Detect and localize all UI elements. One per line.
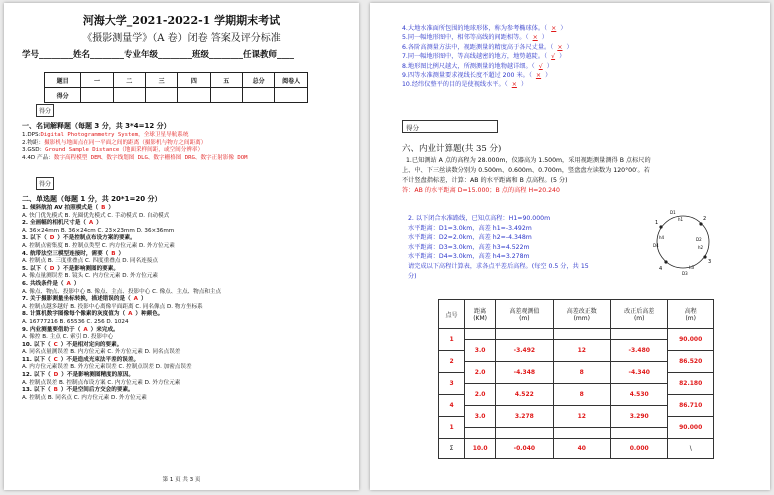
true-false-item (402, 52, 573, 61)
score-value-cell: 得分 (45, 88, 81, 103)
leveling-loop-diagram (652, 205, 714, 279)
question-options (22, 395, 221, 403)
score-header-cell: 题目 (45, 73, 81, 88)
score-header-cell: 总分 (242, 73, 274, 88)
question-2-line-1: 2. 以下闭合水准路线，已知点高程：H1=90.000m (408, 215, 551, 222)
student-info-line: 学号________姓名________专业年级________班级________任课教师____ (22, 50, 295, 60)
statement-end: ） (541, 34, 548, 42)
table-header-cell: 高差改正数 (mm) (553, 300, 610, 329)
diagram-label-d2: D2 (696, 237, 702, 242)
statement: 9.四等水准测量要求视线长度不超过 200 米。（ (402, 72, 532, 80)
statement-end: ） (560, 25, 567, 32)
segment-corr-cell: 8 (553, 362, 610, 384)
sum-adj-cell: 0.000 (610, 439, 667, 459)
question-text: 12. 以下（ (22, 372, 51, 379)
true-false-item (402, 80, 573, 89)
statement: 4.大地水准面所包围的地球形体，称为参考椭球体。（ (402, 25, 548, 32)
segment-corr-cell: 12 (553, 340, 610, 362)
statement: 10.经纬仪整平的目的是使视线水平。（ (402, 81, 508, 89)
question-text-end: ） (141, 296, 147, 303)
score-value-cell (145, 88, 177, 103)
exam-title: 河海大学_2021-2022-1 学期期末考试 (82, 14, 281, 27)
sum-corr-cell: 40 (553, 439, 610, 459)
question-stem (22, 235, 221, 243)
statement-end: ） (566, 43, 573, 51)
diagram-label-4: 4 (659, 266, 663, 272)
question-options (22, 349, 221, 357)
question-text-end: ）不是空间后方交会的要素。 (60, 387, 134, 394)
segment-obs-cell: -4.348 (496, 362, 553, 384)
exam-page-2 (370, 3, 770, 490)
term-number: 2.物距： (22, 139, 45, 146)
diagram-label-h4: h4 (659, 235, 665, 240)
score-header-cell: 二 (113, 73, 145, 88)
point-id-cell: 3 (439, 373, 465, 395)
exam-subtitle: 《摄影测量学》（A 卷）闭卷 答案及评分标准 (82, 33, 281, 44)
tf-answer: × (557, 43, 563, 51)
blank-cell (553, 428, 610, 439)
question-stem (22, 372, 221, 380)
segment-obs-cell: -3.492 (496, 340, 553, 362)
question-stem (22, 296, 221, 304)
question-text: A. 控制点越多越好 B. 投影中心离像平面距离 C. 同名像点 D. 物方坐标系 (22, 303, 203, 310)
segment-adj-cell: -4.340 (610, 362, 667, 384)
question-1 (402, 156, 651, 196)
question-options (22, 273, 221, 281)
segment-adj-cell: 3.290 (610, 406, 667, 428)
point-2 (699, 222, 702, 225)
answer-choice: A (128, 311, 133, 318)
height-cell: 86.710 (668, 395, 714, 417)
term-item (22, 155, 248, 163)
answer-choice: D (49, 265, 55, 272)
height-cell: 90.000 (668, 329, 714, 351)
question-text-end: ）不是造成光束法平差的误差。 (60, 356, 140, 363)
question-text: 7. 关于摄影测量坐标转换，描述错误的是（ (22, 296, 131, 303)
score-header-cell: 四 (178, 73, 210, 88)
sum-dist-cell: 10.0 (465, 439, 496, 459)
segment-adj-cell: 4.530 (610, 384, 667, 406)
answer-choice: A (66, 280, 71, 287)
question-text: A. 内方位元素误差 B. 外方位元素误差 C. 控制点误差 D. 加密点误差 (22, 364, 192, 371)
question-text: A. 像点量测误差 B. 镜头 C. 内方位元素 D. 外方位元素 (22, 273, 159, 280)
blank-cell (496, 428, 553, 439)
question-2-line-6: 请完成以下高程计算表，求各点平差后高程。(每空 0.5 分，共 15 (408, 262, 589, 270)
section-6-title: 六、内业计算题(共 35 分) (402, 144, 502, 154)
point-id-cell: 1 (439, 417, 465, 439)
table-header-cell: 距离 (KM) (465, 300, 496, 329)
statement-end: ） (520, 81, 528, 89)
point-id-cell: 1 (439, 329, 465, 351)
question-text-end: ） (96, 220, 102, 227)
question-1-line-2: 上、中、下三丝读数分别为 0.500m、0.600m、0.700m，竖盘盘左读数为 120°00′。若 (402, 167, 650, 174)
question-stem (22, 220, 221, 228)
blank-cell (610, 428, 667, 439)
diagram-label-h1: h1 (678, 217, 684, 222)
true-false-item (402, 24, 573, 33)
question-text: 5. 以下（ (22, 265, 47, 272)
sum-label-cell: Σ (439, 439, 465, 459)
score-box-label-2: 得分 (36, 177, 54, 190)
diagram-label-d3: D3 (682, 271, 688, 276)
point-id-cell: 2 (439, 351, 465, 373)
tf-answer: × (551, 25, 557, 32)
diagram-label-d4: D4 (653, 243, 659, 248)
term-number: 4.4D 产品： (22, 154, 54, 161)
question-text-end: ）不是影响测图精度的原因。 (61, 372, 135, 379)
term-number: 3.GSD： (22, 147, 46, 154)
blank-cell (553, 329, 610, 340)
sum-h-cell: \ (668, 439, 714, 459)
term-item (22, 147, 248, 155)
tf-answer: × (511, 81, 517, 89)
section-1-list (22, 132, 248, 162)
question-text: 1. 倾斜航拍 AV 拍照模式是（ (22, 205, 99, 211)
point-id-cell: 4 (439, 395, 465, 417)
term-answer: Digital Photogrammetry System，全球卫星导航系统 (40, 132, 189, 138)
question-1-line-3: 不计竖盘指标差，计算：AB 的水平距离和 B 点高程。(5 分) (402, 177, 568, 184)
statement: 7.同一幅地形图中，等高线越密的地方，地势越陡。（ (402, 53, 548, 61)
question-text: 2. 全画幅的相机尺寸是（ (22, 220, 86, 227)
question-options (22, 334, 221, 342)
question-options (22, 258, 221, 266)
statement-end: ） (545, 72, 552, 80)
sum-obs-cell: -0.040 (496, 439, 553, 459)
tf-answer: √ (538, 62, 543, 70)
question-text: A. 像点、物点、投影中心 B. 像点、主点、投影中心 C. 像点、主点、物点和主点 (22, 288, 222, 295)
score-header-cell: 一 (81, 73, 113, 88)
true-false-item (402, 62, 573, 71)
question-stem (22, 205, 221, 213)
question-stem (22, 327, 221, 335)
answer-choice: A (88, 220, 94, 227)
question-stem (22, 281, 221, 289)
question-text-end: ） (118, 250, 125, 257)
section-2-list (22, 205, 221, 402)
blank-cell (610, 329, 667, 340)
answer-choice: C (53, 341, 58, 348)
score-value-cell (275, 88, 308, 103)
question-text: 3. 以下（ (22, 235, 47, 242)
answer-choice: D (49, 235, 55, 242)
true-false-item (402, 43, 573, 52)
blank-cell (496, 329, 553, 340)
exam-page-1 (4, 3, 359, 490)
question-2-line-5: 水平距离：D4=3.0km，高差 h4=3.278m (408, 253, 530, 261)
term-number: 1.DPS: (22, 132, 41, 138)
term-answer: 数字高程模型 DEM、数字线划图 DLG、数字栅格图 DRG、数字正射影像 DOM (53, 154, 248, 161)
question-text: A. 36×24mm B. 36×24cm C. 23×23mm D. 36×36mm (22, 227, 175, 234)
statement: 6.各阶高测量方法中，视距测量的精度高于各尺丈量。（ (402, 43, 554, 51)
table-header-cell: 改正后高差 (m) (610, 300, 667, 329)
question-text: 6. 共线条件是（ (22, 280, 64, 287)
diagram-label-3: 3 (708, 259, 712, 265)
question-text: 9. 内业测量要借助于（ (22, 326, 81, 333)
benchmark-1 (659, 225, 662, 228)
question-text-end: ）种颜色。 (135, 311, 164, 318)
point-4 (664, 260, 667, 263)
score-value-cell (113, 88, 145, 103)
question-2-line-3: 水平距离：D2=2.0km，高差 h2=-4.348m (408, 234, 532, 242)
question-text: 10. 以下（ (22, 341, 51, 348)
table-header-row (439, 300, 714, 329)
question-1-number: 1. (406, 157, 412, 164)
answer-choice: B (111, 250, 116, 257)
question-options (22, 319, 221, 327)
true-false-item (402, 71, 573, 80)
statement-end: ） (546, 62, 553, 70)
question-2-line-2: 水平距离：D1=3.0km，高差 h1=-3.492m (408, 224, 532, 232)
question-stem (22, 311, 221, 319)
true-false-item (402, 33, 573, 42)
segment-corr-cell: 12 (553, 406, 610, 428)
question-text-end: ） (73, 280, 80, 287)
score-box-label-3: 得分 (402, 120, 498, 133)
height-cell: 82.180 (668, 373, 714, 395)
segment-adj-cell: -3.480 (610, 340, 667, 362)
question-text: 13. 以下（ (22, 387, 51, 394)
question-options (22, 289, 221, 297)
answer-choice: B (101, 205, 106, 211)
tf-answer: × (532, 34, 538, 42)
table-header-cell: 点号 (439, 300, 465, 329)
page-footer: 第 1 页 共 3 页 (162, 477, 201, 483)
section-2-title: 二、单选题（每题 1 分，共 20*1=20 分） (22, 195, 162, 203)
question-options (22, 243, 221, 251)
point-3 (703, 255, 706, 258)
segment-obs-cell: 3.278 (496, 406, 553, 428)
true-false-list (402, 24, 573, 90)
answer-choice: A (83, 326, 88, 333)
question-2-line-7: 分) (408, 272, 417, 280)
tf-answer: √ (551, 53, 556, 61)
statement: 5.同一幅地形图中，相邻等高线的间距相等。（ (402, 34, 529, 42)
term-answer: Ground Sample Distance（地面采样间距，或空间分辨率） (45, 147, 204, 154)
height-cell: 86.520 (668, 351, 714, 373)
term-answer: 摄影机与地面点在同一平面之间的距离（摄影机与物方之间距离） (44, 139, 207, 146)
segment-corr-cell: 8 (553, 384, 610, 406)
question-text: 4. 航带法空三模型连接时，需要（ (22, 250, 109, 257)
segment-dist-cell: 2.0 (465, 384, 496, 406)
question-text: A. 同名点量测误差 B. 内方位元素 C. 外方位元素 D. 同名点误差 (22, 349, 181, 356)
question-text: A. 控制点 B. 三度重叠点 C. 四度重叠点 D. 同名连接点 (22, 258, 159, 265)
statement-end: ） (559, 53, 566, 61)
score-value-cell (210, 88, 242, 103)
score-header-cell: 五 (210, 73, 242, 88)
statement: 8.地形图比例尺越大，所测测量的地物越详细。（ (402, 62, 535, 70)
question-text-end: ）不是相对定向的要素。 (60, 341, 123, 348)
answer-choice: D (53, 372, 59, 379)
question-text-end: ）不是控制点布设方案的要素。 (57, 235, 136, 242)
table-header-cell: 高差观测值 (m) (496, 300, 553, 329)
tf-answer: × (535, 72, 542, 80)
question-text: A. 控制点误差 B. 控制点布设方案 C. 内方位元素 D. 外方位元素 (22, 379, 181, 386)
score-value-cell (178, 88, 210, 103)
score-header-cell: 三 (145, 73, 177, 88)
answer-choice: B (53, 387, 58, 394)
segment-obs-cell: 4.522 (496, 384, 553, 406)
table-header-cell: 高程 (m) (668, 300, 714, 329)
score-table (44, 72, 308, 103)
diagram-label-h2: h2 (698, 245, 704, 250)
score-value-cell (81, 88, 113, 103)
question-text: A. 像控 B. 主点 C. 索引 D. 投影中心 (22, 334, 114, 341)
answer-choice: C (53, 356, 58, 363)
question-2 (408, 214, 589, 281)
question-text: A. 快门优先模式 B. 光圈优先模式 C. 手动模式 D. 自动模式 (22, 212, 170, 219)
question-text: A. 控制点 B. 同名点 C. 内方位元素 D. 外方位元素 (22, 394, 147, 401)
height-calculation-table (438, 299, 714, 459)
question-stem (22, 387, 221, 395)
question-2-line-4: 水平距离：D3=3.0km，高差 h3=4.522m (408, 243, 530, 251)
table-row (439, 329, 714, 340)
diagram-label-1: 1 (655, 220, 659, 226)
score-value-cell (242, 88, 274, 103)
diagram-label-d1: D1 (670, 210, 676, 215)
term-item (22, 132, 248, 140)
diagram-label-2: 2 (703, 216, 707, 222)
segment-dist-cell: 2.0 (465, 362, 496, 384)
answer-choice: A (133, 296, 138, 303)
sum-row (439, 439, 714, 459)
score-box-label: 得分 (36, 104, 54, 117)
question-text: 8. 计算机数字图像每个像素的灰度值为（ (22, 311, 126, 318)
question-text: A. 控制点密集度 B. 控制点类型 C. 内方位元素 D. 外方位元素 (22, 242, 175, 249)
score-header-cell: 阅卷人 (275, 73, 308, 88)
blank-cell (465, 329, 496, 340)
section-1-title: 一、名词解释题（每题 3 分，共 3*4=12 分） (22, 122, 171, 130)
score-value-row (45, 88, 308, 103)
height-cell: 90.000 (668, 417, 714, 439)
score-header-row (45, 73, 308, 88)
diagram-label-h3: h3 (689, 265, 695, 270)
question-options (22, 364, 221, 372)
segment-dist-cell: 3.0 (465, 406, 496, 428)
question-text: A. 16777216 B. 65536 C. 256 D. 1024 (22, 318, 129, 325)
question-text-end: ）来完成。 (90, 326, 119, 333)
question-text-end: ）不是影响测图的要素。 (57, 265, 119, 272)
question-1-answer: 答：AB 的水平距离 D=15.000；B 点的高程 H=20.240 (402, 187, 560, 194)
question-text-end: ） (108, 205, 114, 211)
segment-dist-cell: 3.0 (465, 340, 496, 362)
question-1-line-1: 已知测站 A 点的高程为 28.000m，仪器高为 1.500m，采用视距测量测得 B 点标尺的 (411, 157, 651, 164)
question-text: 11. 以下（ (22, 356, 51, 363)
blank-cell (465, 428, 496, 439)
